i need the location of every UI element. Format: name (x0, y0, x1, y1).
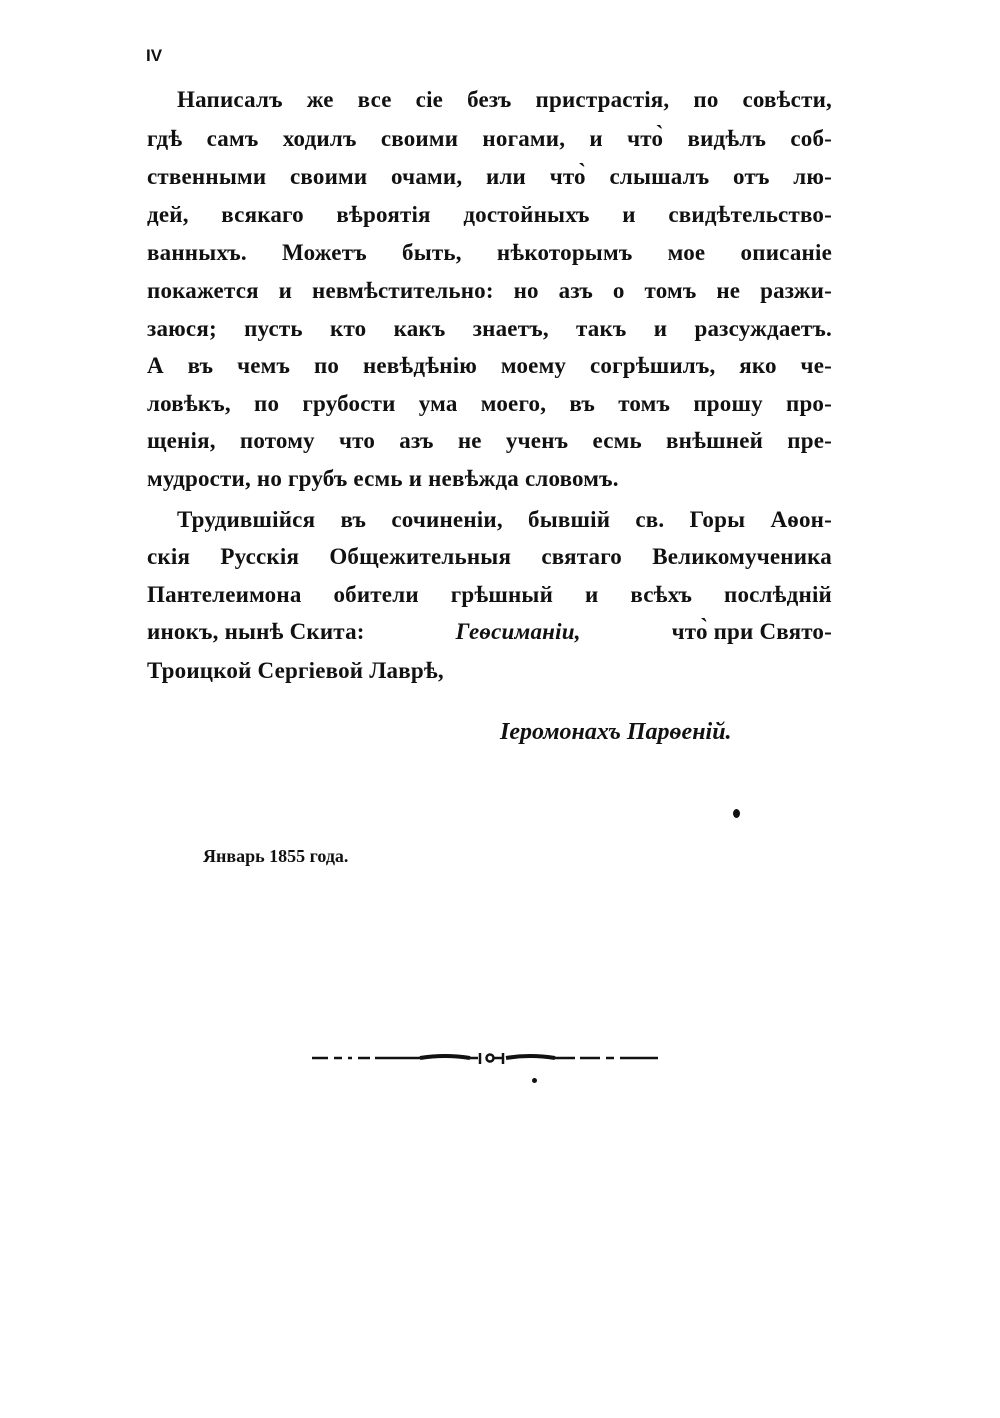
text-line: ловѣкъ, по грубости ума моего, въ томъ прошу про- (147, 391, 832, 416)
text-line (147, 613, 832, 651)
text-line: Написалъ же все сіе безъ пристрастія, по совѣсти, (177, 87, 832, 112)
text-segment: инокъ, нынѣ Скита: (147, 619, 371, 644)
text-line: ванныхъ. Можетъ быть, нѣкоторымъ мое описаніе (147, 240, 832, 265)
text-line: Трудившійся въ сочиненіи, бывшій св. Горы Аѳон- (177, 507, 832, 532)
signature: Іеромонахъ Парѳеній. (500, 719, 732, 745)
italic-place-name: Геѳсиманіи, (455, 619, 581, 644)
text-line: Троицкой Сергіевой Лаврѣ, (147, 658, 444, 683)
text-line: А въ чемъ по невѣдѣнію моему согрѣшилъ, яко че- (147, 353, 832, 378)
text-line: дей, всякаго вѣроятія достойныхъ и свидѣтельство- (147, 202, 832, 227)
text-line: гдѣ самъ ходилъ своими ногами, и что̀ видѣлъ соб- (147, 126, 832, 151)
text-line: скія Русскія Общежительныя святаго Великомученика (147, 544, 832, 569)
text-line: заюся; пусть кто какъ знаетъ, такъ и разсуждаетъ. (147, 316, 832, 341)
ink-speck (532, 1078, 537, 1083)
page-number: IV (146, 46, 163, 65)
date-line: Январь 1855 года. (203, 846, 349, 866)
text-segment: что̀ при Свято- (665, 619, 832, 644)
text-line: ственными своими очами, или что̀ слышалъ отъ лю- (147, 164, 832, 189)
ornamental-divider (310, 1050, 660, 1090)
text-line: Пантелеимона обители грѣшный и всѣхъ послѣдній (147, 582, 832, 607)
ink-speck (733, 809, 740, 818)
text-line: щенія, потому что азъ не ученъ есмь внѣшней пре- (147, 428, 832, 453)
text-line: мудрости, но грубъ есмь и невѣжда словомъ. (147, 466, 619, 491)
text-line: покажется и невмѣстительно: но азъ о томъ не разжи- (147, 278, 832, 303)
